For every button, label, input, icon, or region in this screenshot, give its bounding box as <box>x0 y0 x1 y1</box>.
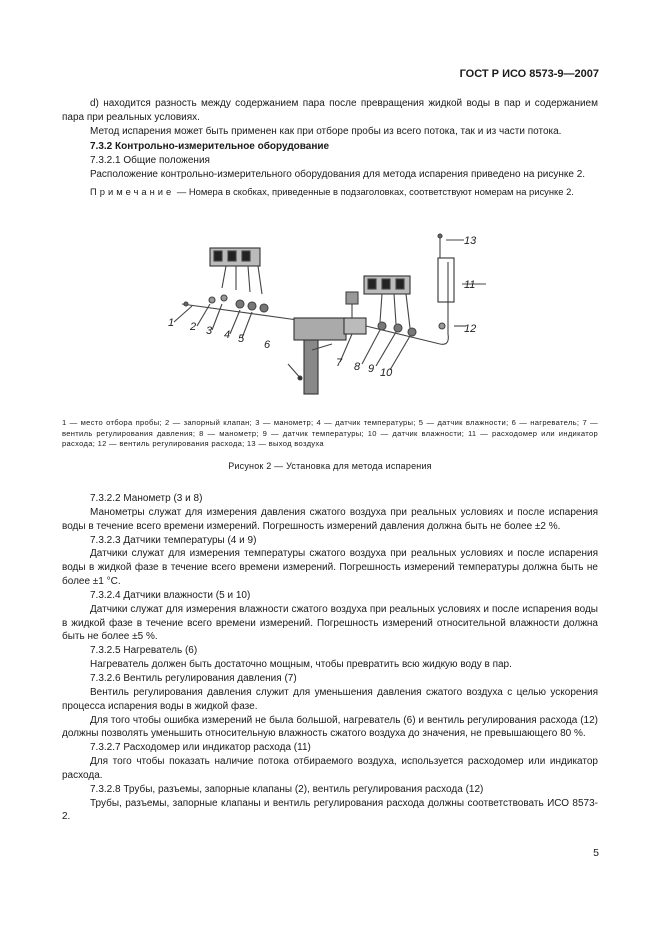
section-title-flowmeter: 7.3.2.7 Расходомер или индикатор расхода (11) <box>90 742 311 754</box>
label-3: 3 <box>206 325 213 337</box>
section-title-manometer: 7.3.2.2 Манометр (3 и 8) <box>90 493 203 504</box>
label-2: 2 <box>190 321 197 333</box>
section-title-pressure-valve: 7.3.2.6 Вентиль регулирования давления (7) <box>90 672 297 684</box>
installation-drawing <box>62 222 598 402</box>
section-title-heater: 7.3.2.5 Нагреватель (6) <box>90 645 198 657</box>
sampling-point <box>184 302 188 306</box>
section-text-humidity: Датчики служат для измерения влажности сжатого воздуха при реальных условиях и после испарения воды в жидкой фазе в течение всего времени измерений. Погрешность измерений относительной влажности должна быть не более ±5 %. <box>62 603 598 643</box>
note-label: Примечание <box>90 186 175 198</box>
page-number: 5 <box>593 847 599 859</box>
label-9: 9 <box>368 363 375 375</box>
section-title-temperature: 7.3.2.3 Датчики температуры (4 и 9) <box>90 534 257 546</box>
subsection-general: 7.3.2.1 Общие положения <box>90 154 210 166</box>
label-11: 11 <box>464 279 476 291</box>
section-text-error: Для того чтобы ошибка измерений не была большой, нагреватель (6) и вентиль регулирования расхода (12) должны позволять уменьшить относительную влажность сжатого воздуха до значения, не превышающего 80 %. <box>62 714 598 740</box>
label-8: 8 <box>354 361 361 373</box>
label-7: 7 <box>336 357 343 369</box>
section-text-temperature: Датчики служат для измерения температуры сжатого воздуха при реальных условиях и после испарения воды в жидкой фазе в течение всего времени измерений. Погрешность измерений температуры должна быть не более ±1 °С. <box>62 548 598 588</box>
label-13: 13 <box>464 235 477 247</box>
section-title-humidity: 7.3.2.4 Датчики влажности (5 и 10) <box>90 589 251 601</box>
label-6: 6 <box>264 339 271 351</box>
section-text-heater: Нагреватель должен быть достаточно мощным, чтобы превратить всю жидкую воду в пар. <box>90 659 512 671</box>
paragraph-method: Метод испарения может быть применен как при отборе пробы из всего потока, так и из части потока. <box>90 126 562 138</box>
label-12: 12 <box>464 323 477 335</box>
flow-valve <box>439 323 445 329</box>
label-5: 5 <box>238 333 245 345</box>
figure-2-diagram <box>62 222 598 402</box>
pressure-valve <box>344 318 366 334</box>
note-text: — Номера в скобках, приведенные в подзаголовках, соответствуют номерам на рисунке 2. <box>174 186 574 198</box>
flowmeter <box>438 258 454 302</box>
section-text-flowmeter: Для того чтобы показать наличие потока отбираемого воздуха, используется расходомер или индикатор расхода. <box>62 756 598 781</box>
label-10: 10 <box>380 367 393 379</box>
label-1: 1 <box>168 317 175 329</box>
section-title-pipes: 7.3.2.8 Трубы, разъемы, запорные клапаны (2), вентиль регулирования расхода (12) <box>90 783 484 795</box>
air-outlet <box>438 234 442 238</box>
top-text-block <box>62 97 598 199</box>
paragraph-d: d) находится разность между содержанием пара после превращения жидкой воды в пар и содержанием пара при реальных условиях. <box>62 98 598 124</box>
section-text-manometer: Манометры служат для измерения давления сжатого воздуха при реальных условиях и после испарения воды в течение всего времени измерений. Погрешность измерений давления должна быть не более ±2 %. <box>62 506 598 532</box>
label-4: 4 <box>224 329 231 341</box>
general-text: Расположение контрольно-измерительного оборудования для метода испарения приведено на рисунке 2. <box>90 169 586 181</box>
sections-block <box>62 492 598 824</box>
section-heading: 7.3.2 Контрольно-измерительное оборудование <box>90 140 330 152</box>
document-header: ГОСТ Р ИСО 8573-9—2007 <box>459 68 599 80</box>
section-text-pipes: Трубы, разъемы, запорные клапаны и вентиль регулирования расхода должны соответствовать ИСО 8573-2. <box>62 797 598 823</box>
heater-head <box>294 318 346 340</box>
section-text-pressure-valve: Вентиль регулирования давления служит для уменьшения давления сжатого воздуха с целью ускорения процесса испарения воды в жидкой фазе. <box>62 686 598 712</box>
note <box>62 185 598 199</box>
figure-caption: Рисунок 2 — Установка для метода испарения <box>228 461 432 471</box>
figure-legend: 1 — место отбора пробы; 2 — запорный клапан; 3 — манометр; 4 — датчик температуры; 5 — датчик влажности; 6 — нагреватель; 7 — вентиль регулирования давления; 8 — манометр; 9 — датчик температуры; 10 — датчик влажности; 11 — расходомер или индикатор расхода; 12 — вентиль регулирования расхода; 13 — выход воздуха <box>62 418 598 448</box>
